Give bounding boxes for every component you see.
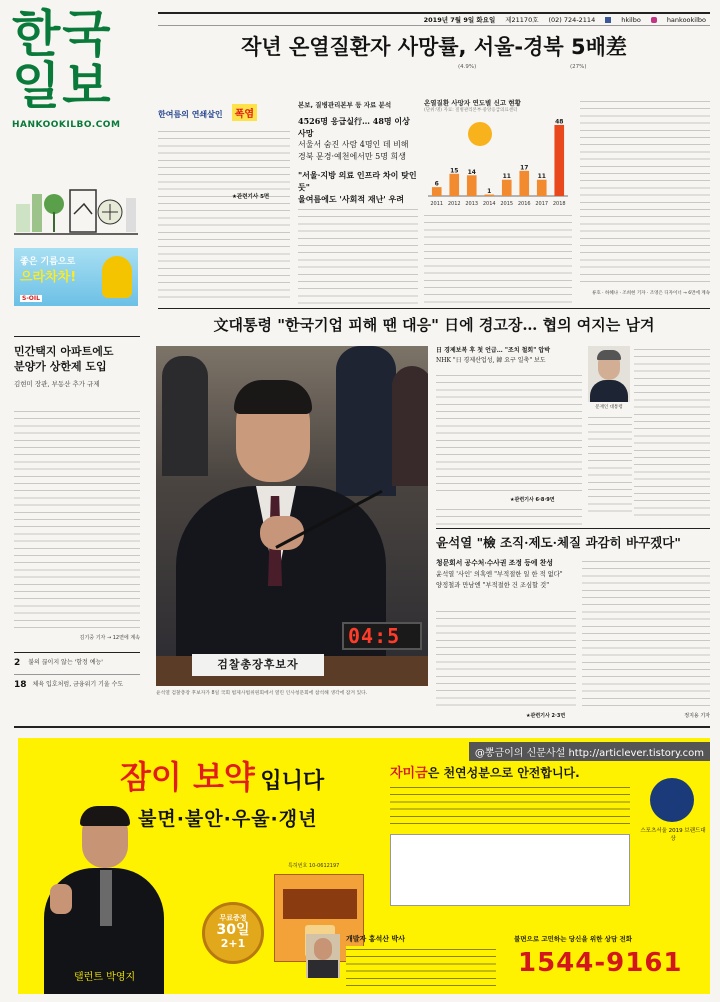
- sun-icon: [468, 122, 492, 146]
- headline-mid: 文대통령 "한국기업 피해 땐 대응" 日에 경고장… 협의 여지는 남겨: [213, 316, 655, 334]
- story4-decks: [436, 558, 576, 591]
- divider-1: [158, 308, 710, 309]
- dateline-issue: 제21170호: [505, 16, 539, 24]
- chart-tick-label-2015: 2015: [500, 201, 514, 207]
- chart-value-label-2013: 14: [467, 168, 476, 176]
- story3-ref: ★관련기사 6·8·9면: [510, 497, 555, 503]
- chart-value-label-2015: 11: [502, 173, 511, 181]
- developer-photo: [306, 934, 340, 978]
- spokesman-tie: [100, 870, 112, 926]
- chart-bar-2015: [502, 180, 512, 196]
- moon-photo: [588, 346, 630, 402]
- dateline-bar: [158, 12, 710, 26]
- chart-value-label-2018: 48: [555, 118, 564, 126]
- ad-main-headline: [120, 752, 324, 798]
- ad-s-oil-brand: S-OIL: [22, 295, 40, 302]
- story3-body-2: [436, 506, 582, 526]
- spokesman-name: 탤런트 박영지: [74, 972, 136, 983]
- chart-tick-label-2016: 2016: [517, 201, 531, 207]
- bg-person-1: [162, 356, 208, 476]
- chart-tick-label-2014: 2014: [482, 201, 496, 207]
- ad-sub: 불면·불안·우울·갱년: [138, 808, 318, 830]
- story1-deck1: 4526명 응급실行… 48명 이상 사망: [298, 116, 410, 138]
- dateline-phone: (02) 724-2114: [548, 15, 596, 24]
- bg-person-2: [336, 346, 396, 496]
- story4-col2-body: [582, 558, 710, 708]
- side-badge-icon: [650, 778, 694, 822]
- story2-deck2: 분양가 상한제 도입: [14, 360, 107, 373]
- ad-body-text: [390, 784, 630, 824]
- story2-deck3: 김현미 장관, 부동산 추가 규제: [14, 380, 100, 388]
- story1-kicker: 본보, 질병관리본부 등 자료 분석: [298, 101, 392, 109]
- masthead-title-line2: 일보: [12, 56, 113, 115]
- badge: [202, 902, 264, 964]
- chart-tick-label-2017: 2017: [535, 201, 549, 207]
- chart-tick-label-2012: 2012: [447, 201, 461, 207]
- chart-bar-2013: [467, 175, 477, 196]
- bg-person-3: [392, 366, 428, 486]
- left-rule: [14, 336, 140, 337]
- ad-s-oil-line1: 좋은 기름으로: [20, 257, 76, 267]
- developer-credentials: [346, 946, 496, 986]
- ad-product-panels: [390, 834, 630, 906]
- product-box-label: [283, 889, 357, 919]
- hotline-number[interactable]: 1544-9161: [518, 948, 683, 978]
- watermark: @뽕금이의 신문사설 http://articlever.tistory.com: [469, 742, 710, 761]
- moon-hair: [597, 350, 621, 360]
- ad-patent: 특허번호 10-0612197: [288, 863, 340, 869]
- ad-s-oil[interactable]: [14, 248, 138, 306]
- chart-bar-2016: [519, 171, 529, 196]
- index-text-1: 체육 입호처럼, 금융위기 기울 수도: [32, 681, 124, 688]
- story3-col2-body: [634, 346, 710, 518]
- story1-deck5: 울여름에도 '사회적 재난' 우려: [298, 194, 404, 204]
- divider-2: [436, 528, 710, 529]
- story3-col3-body: [588, 414, 632, 518]
- section-label-text: 한여름의 연쇄살인: [158, 110, 223, 119]
- photo-caption: 윤석열 검찰총장 후보자가 8일 국회 법제사법위원회에서 열린 인사청문회에 참석해 생각에 잠겨 있다.: [156, 691, 368, 696]
- story2-decks: [14, 344, 140, 390]
- story4-deck3: 양정철과 만남엔 "부적절한 건 조심할 것": [436, 582, 550, 589]
- index-rule-mid: [14, 674, 140, 675]
- chart-container: [424, 98, 572, 208]
- facebook-icon: [605, 17, 611, 23]
- chart-value-label-2014: 1: [487, 188, 492, 196]
- story2-body: [14, 408, 140, 630]
- chart-tick-label-2013: 2013: [465, 201, 479, 207]
- chart-bar-2017: [537, 180, 547, 196]
- story2-deck1: 민간택지 아파트에도: [14, 345, 114, 358]
- masthead-site: HANKOOKILBO.COM: [12, 120, 121, 130]
- story4-col1-body: [436, 608, 576, 706]
- main-photo: [156, 346, 428, 686]
- story1-col1-body: [158, 128, 290, 304]
- developer-head: [314, 938, 332, 960]
- ad-brand-line: [390, 762, 580, 781]
- story1-byline: 류호 · 하혜나 · 조희현 기자 · 조영은 디자이너 → 6면에 계속: [592, 291, 710, 296]
- index-item-1[interactable]: [14, 680, 140, 690]
- mascot-icon: [102, 256, 132, 298]
- story1-col2-body: [298, 206, 418, 304]
- ad-main1: 잠이 보약: [120, 758, 255, 796]
- chart-svg: [424, 112, 572, 208]
- timer-display: 04:5: [348, 624, 401, 648]
- spokesman-thumb: [50, 884, 72, 914]
- ad-s-oil-line2: 으라차차!: [20, 270, 77, 285]
- badge-top: 무료증정: [219, 914, 247, 922]
- chart-bar-2012: [449, 174, 459, 196]
- badge-bot: 2+1: [220, 937, 246, 950]
- story1-deck2: 서울서 숨진 사람 4명인 데 비해: [298, 140, 409, 149]
- story4-ref: ★관련기사 2·3면: [526, 713, 566, 719]
- story1-sidebar-ref: ★관련기사 5면: [232, 194, 270, 200]
- chart-subtitle: (단위:명) 자료: 질병관리본부·중앙응급의료센터: [424, 108, 518, 113]
- chart-bar-2011: [432, 187, 442, 196]
- ad-separator: [14, 726, 710, 728]
- chart-value-label-2016: 17: [520, 164, 529, 172]
- index-num-0: 2: [14, 658, 21, 668]
- masthead-title-line1: 한국: [12, 4, 113, 63]
- index-item-0[interactable]: [14, 658, 140, 668]
- index-num-1: 18: [14, 680, 27, 690]
- side-badge-label: 스포츠서울 2019 브랜드대상: [640, 828, 706, 842]
- chart-tick-label-2011: 2011: [430, 201, 444, 207]
- figure-hair: [234, 380, 312, 414]
- spokesman-photo: [40, 804, 160, 994]
- chart-tick-label-2018: 2018: [552, 201, 566, 207]
- ad-brand: 자미금: [390, 766, 428, 781]
- masthead-illustration: [14, 184, 138, 238]
- section-label: [158, 102, 290, 130]
- headline-top-sub-a: (4.9%): [458, 64, 477, 70]
- instagram-icon: [651, 17, 657, 23]
- chart-value-label-2012: 15: [450, 167, 459, 175]
- developer-name: 개발자 홍석산 박사: [346, 935, 405, 943]
- ad-main2: 입니다: [260, 769, 325, 794]
- moon-body: [590, 380, 628, 402]
- ad-bottom[interactable]: [18, 738, 710, 994]
- index-rule-top: [14, 652, 140, 653]
- badge-mid: 30일: [216, 922, 250, 938]
- story3-deck1: 日 경제보복 후 첫 언급… "조치 철회" 압박: [436, 347, 551, 354]
- index-text-0: 불의 끊이지 않는 '함정 예능': [28, 659, 103, 666]
- dateline-fb: hkilbo: [621, 15, 641, 24]
- ad-brand-suffix: 은 천연성분으로 안전합니다.: [427, 766, 580, 780]
- hotline-label: 불면으로 고민하는 당신을 위한 상담 전화: [514, 935, 633, 943]
- developer-body: [308, 960, 338, 978]
- headline-top: 작년 온열질환자 사망률, 서울-경북 5배差: [241, 35, 627, 59]
- story1-deck4: "서울·지방 의료 인프라 차이 탓인 듯": [298, 170, 417, 192]
- story2-byline: 김기중 기자 → 12면에 계속: [79, 635, 140, 641]
- story4-deck2: 윤석열 '사인' 의혹엔 "부적절한 일 한 적 없다": [436, 571, 563, 578]
- story3-deck2: NHK "日 경제산업성, 韓 요구 일축" 보도: [436, 357, 546, 364]
- story4-deck1: 청문회서 공수처·수사권 조정 등에 찬성: [436, 559, 553, 567]
- section-tag: 폭염: [232, 104, 257, 121]
- spokesman-hair: [80, 806, 130, 826]
- story4-headline: 윤석열 "檢 조직·제도·체질 과감히 바꾸겠다": [436, 535, 681, 550]
- story1-col3-body: [424, 212, 572, 304]
- masthead: [12, 4, 140, 138]
- dateline-ig: hankookilbo: [666, 15, 706, 24]
- chart-value-label-2011: 6: [434, 180, 439, 188]
- story1-col4-body: [580, 98, 710, 284]
- story3-decks: [436, 346, 582, 366]
- chart-title: 온열질환 사망자 연도별 신고 현황: [424, 99, 521, 107]
- nameplate: 검찰총장후보자: [192, 654, 324, 676]
- chart-value-label-2017: 11: [537, 173, 546, 181]
- chart-bar-2018: [554, 125, 564, 196]
- story1-decks: [298, 100, 418, 205]
- headline-top-sub-b: (27%): [570, 64, 587, 70]
- moon-photo-caption: 문재인 대통령: [595, 405, 623, 410]
- dateline-date: 2019년 7월 9일 화요일: [423, 16, 496, 24]
- story1-deck3: 경북 문경·예천에서만 5명 희생: [298, 152, 406, 161]
- story4-byline: 정지용 기자: [684, 713, 710, 719]
- story3-body: [436, 372, 582, 496]
